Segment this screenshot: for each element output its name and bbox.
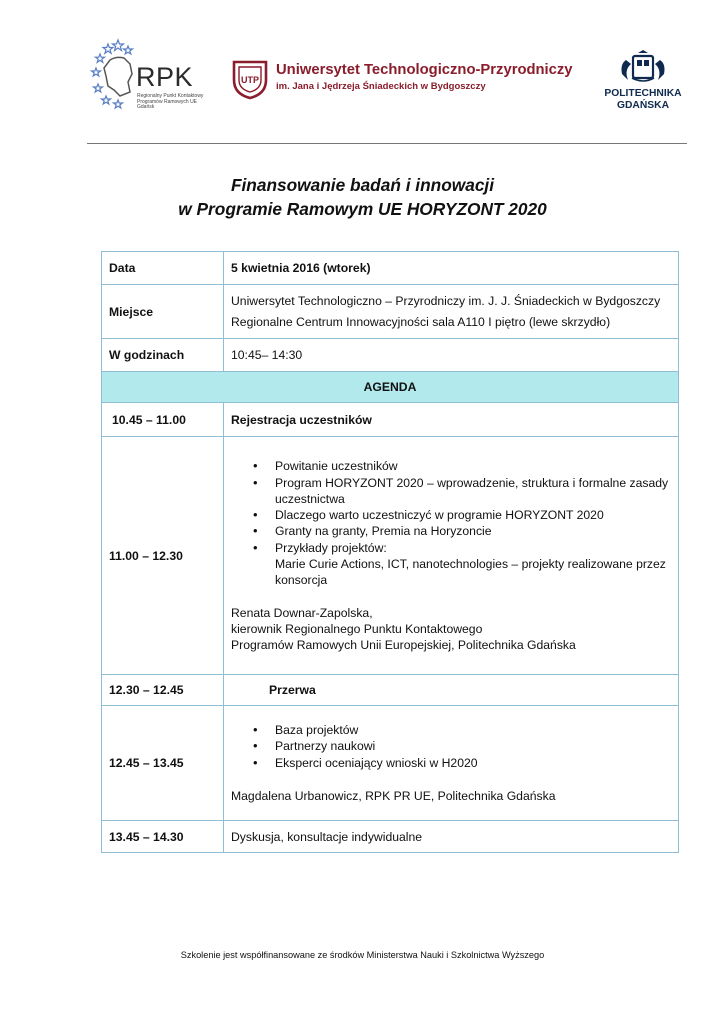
utp-subtitle: im. Jana i Jędrzeja Śniadeckich w Bydgoszczy: [276, 81, 486, 92]
list-item: • Dlaczego warto uczestniczyć w programie HORYZONT 2020: [253, 507, 671, 523]
agenda-row-1: [102, 403, 679, 437]
rpk-line-3: Gdańsk: [137, 104, 155, 110]
pg-name-line-1: POLITECHNIKA: [604, 88, 682, 99]
bullet-list: [253, 458, 671, 587]
hours-value: 10:45– 14:30: [224, 339, 679, 372]
place-line-1: Uniwersytet Technologiczno – Przyrodniczy im. J. J. Śniadeckich w Bydgoszczy: [231, 294, 661, 308]
list-item: • Program HORYZONT 2020 – wprowadzenie, struktura i formalne zasady uczestnictwa: [253, 475, 671, 507]
list-item: • Partnerzy naukowi: [253, 738, 671, 754]
list-item-text: • Przykłady projektów:: [275, 540, 387, 555]
date-value: 5 kwietnia 2016 (wtorek): [224, 252, 679, 285]
agenda-row-2: [102, 437, 679, 675]
header-logos: [0, 0, 725, 145]
list-item-continuation: Marie Curie Actions, ICT, nanotechnologies – projekty realizowane przez konsorcja: [275, 556, 666, 587]
agenda-time: 12.30 – 12.45: [102, 675, 224, 706]
agenda-row-5: [102, 821, 679, 853]
agenda-table: [101, 251, 679, 853]
agenda-time: 13.45 – 14.30: [102, 821, 224, 853]
place-label: Miejsce: [102, 285, 224, 339]
agenda-item-text: Rejestracja uczestników: [224, 403, 679, 437]
header-divider: [87, 143, 687, 144]
document-title: [0, 173, 725, 221]
title-line-1: Finansowanie badań i innowacji: [230, 175, 495, 195]
date-row: [102, 252, 679, 285]
agenda-row-3: [102, 675, 679, 706]
pg-logo: [598, 50, 688, 114]
bullet-list: [253, 722, 671, 771]
rpk-line-2: Programów Ramowych UE: [137, 98, 198, 105]
list-item: • Eksperci oceniający wnioski w H2020: [253, 755, 671, 771]
hours-row: [102, 339, 679, 372]
agenda-row-4: [102, 706, 679, 821]
rpk-abbr: RPK: [136, 62, 194, 92]
utp-logo: [230, 58, 573, 102]
utp-emblem-text: UTP: [241, 75, 259, 85]
date-label: Data: [102, 252, 224, 285]
agenda-item-text: Przerwa: [224, 675, 679, 706]
rpk-line-1: Regionalny Punkt Kontaktowy: [137, 93, 204, 99]
utp-name: Uniwersytet Technologiczno-Przyrodniczy: [276, 62, 573, 78]
rpk-logo: [90, 38, 210, 118]
speaker-role: kierownik Regionalnego Punktu Kontaktowego: [231, 621, 483, 636]
footer-note: Szkolenie jest współfinansowane ze środków Ministerstwa Nauki i Szkolnictwa Wyższego: [180, 950, 545, 960]
speaker-org: Programów Ramowych Unii Europejskiej, Politechnika Gdańska: [231, 637, 576, 652]
speaker-name: Magdalena Urbanowicz, RPK PR UE, Politechnika Gdańska: [231, 788, 556, 803]
list-item: • Powitanie uczestników: [253, 458, 671, 474]
rpk-stars-icon: [90, 38, 138, 110]
agenda-item-content: [224, 437, 679, 675]
pg-name-line-2: GDAŃSKA: [616, 100, 670, 111]
place-row: [102, 285, 679, 339]
pg-crest-icon: [598, 50, 688, 86]
agenda-heading-row: [102, 372, 679, 403]
speaker-name: Renata Downar-Zapolska,: [231, 605, 373, 620]
agenda-heading: AGENDA: [102, 372, 679, 403]
hours-label: W godzinach: [102, 339, 224, 372]
list-item: • Granty na granty, Premia na Horyzoncie: [253, 523, 671, 539]
agenda-time: 10.45 – 11.00: [102, 403, 224, 437]
list-item: • Baza projektów: [253, 722, 671, 738]
agenda-item-content: [224, 706, 679, 821]
list-item: [253, 540, 671, 588]
title-line-2: w Programie Ramowym UE HORYZONT 2020: [178, 199, 547, 219]
rpk-subtitle: [137, 94, 217, 111]
agenda-time: 11.00 – 12.30: [102, 437, 224, 675]
agenda-time: 12.45 – 13.45: [102, 706, 224, 821]
place-value: [224, 285, 679, 339]
pg-name: [598, 88, 688, 112]
place-line-2: Regionalne Centrum Innowacyjności sala A110 I piętro (lewe skrzydło): [231, 315, 611, 329]
agenda-item-text: Dyskusja, konsultacje indywidualne: [224, 821, 679, 853]
utp-emblem-icon: [230, 58, 270, 100]
